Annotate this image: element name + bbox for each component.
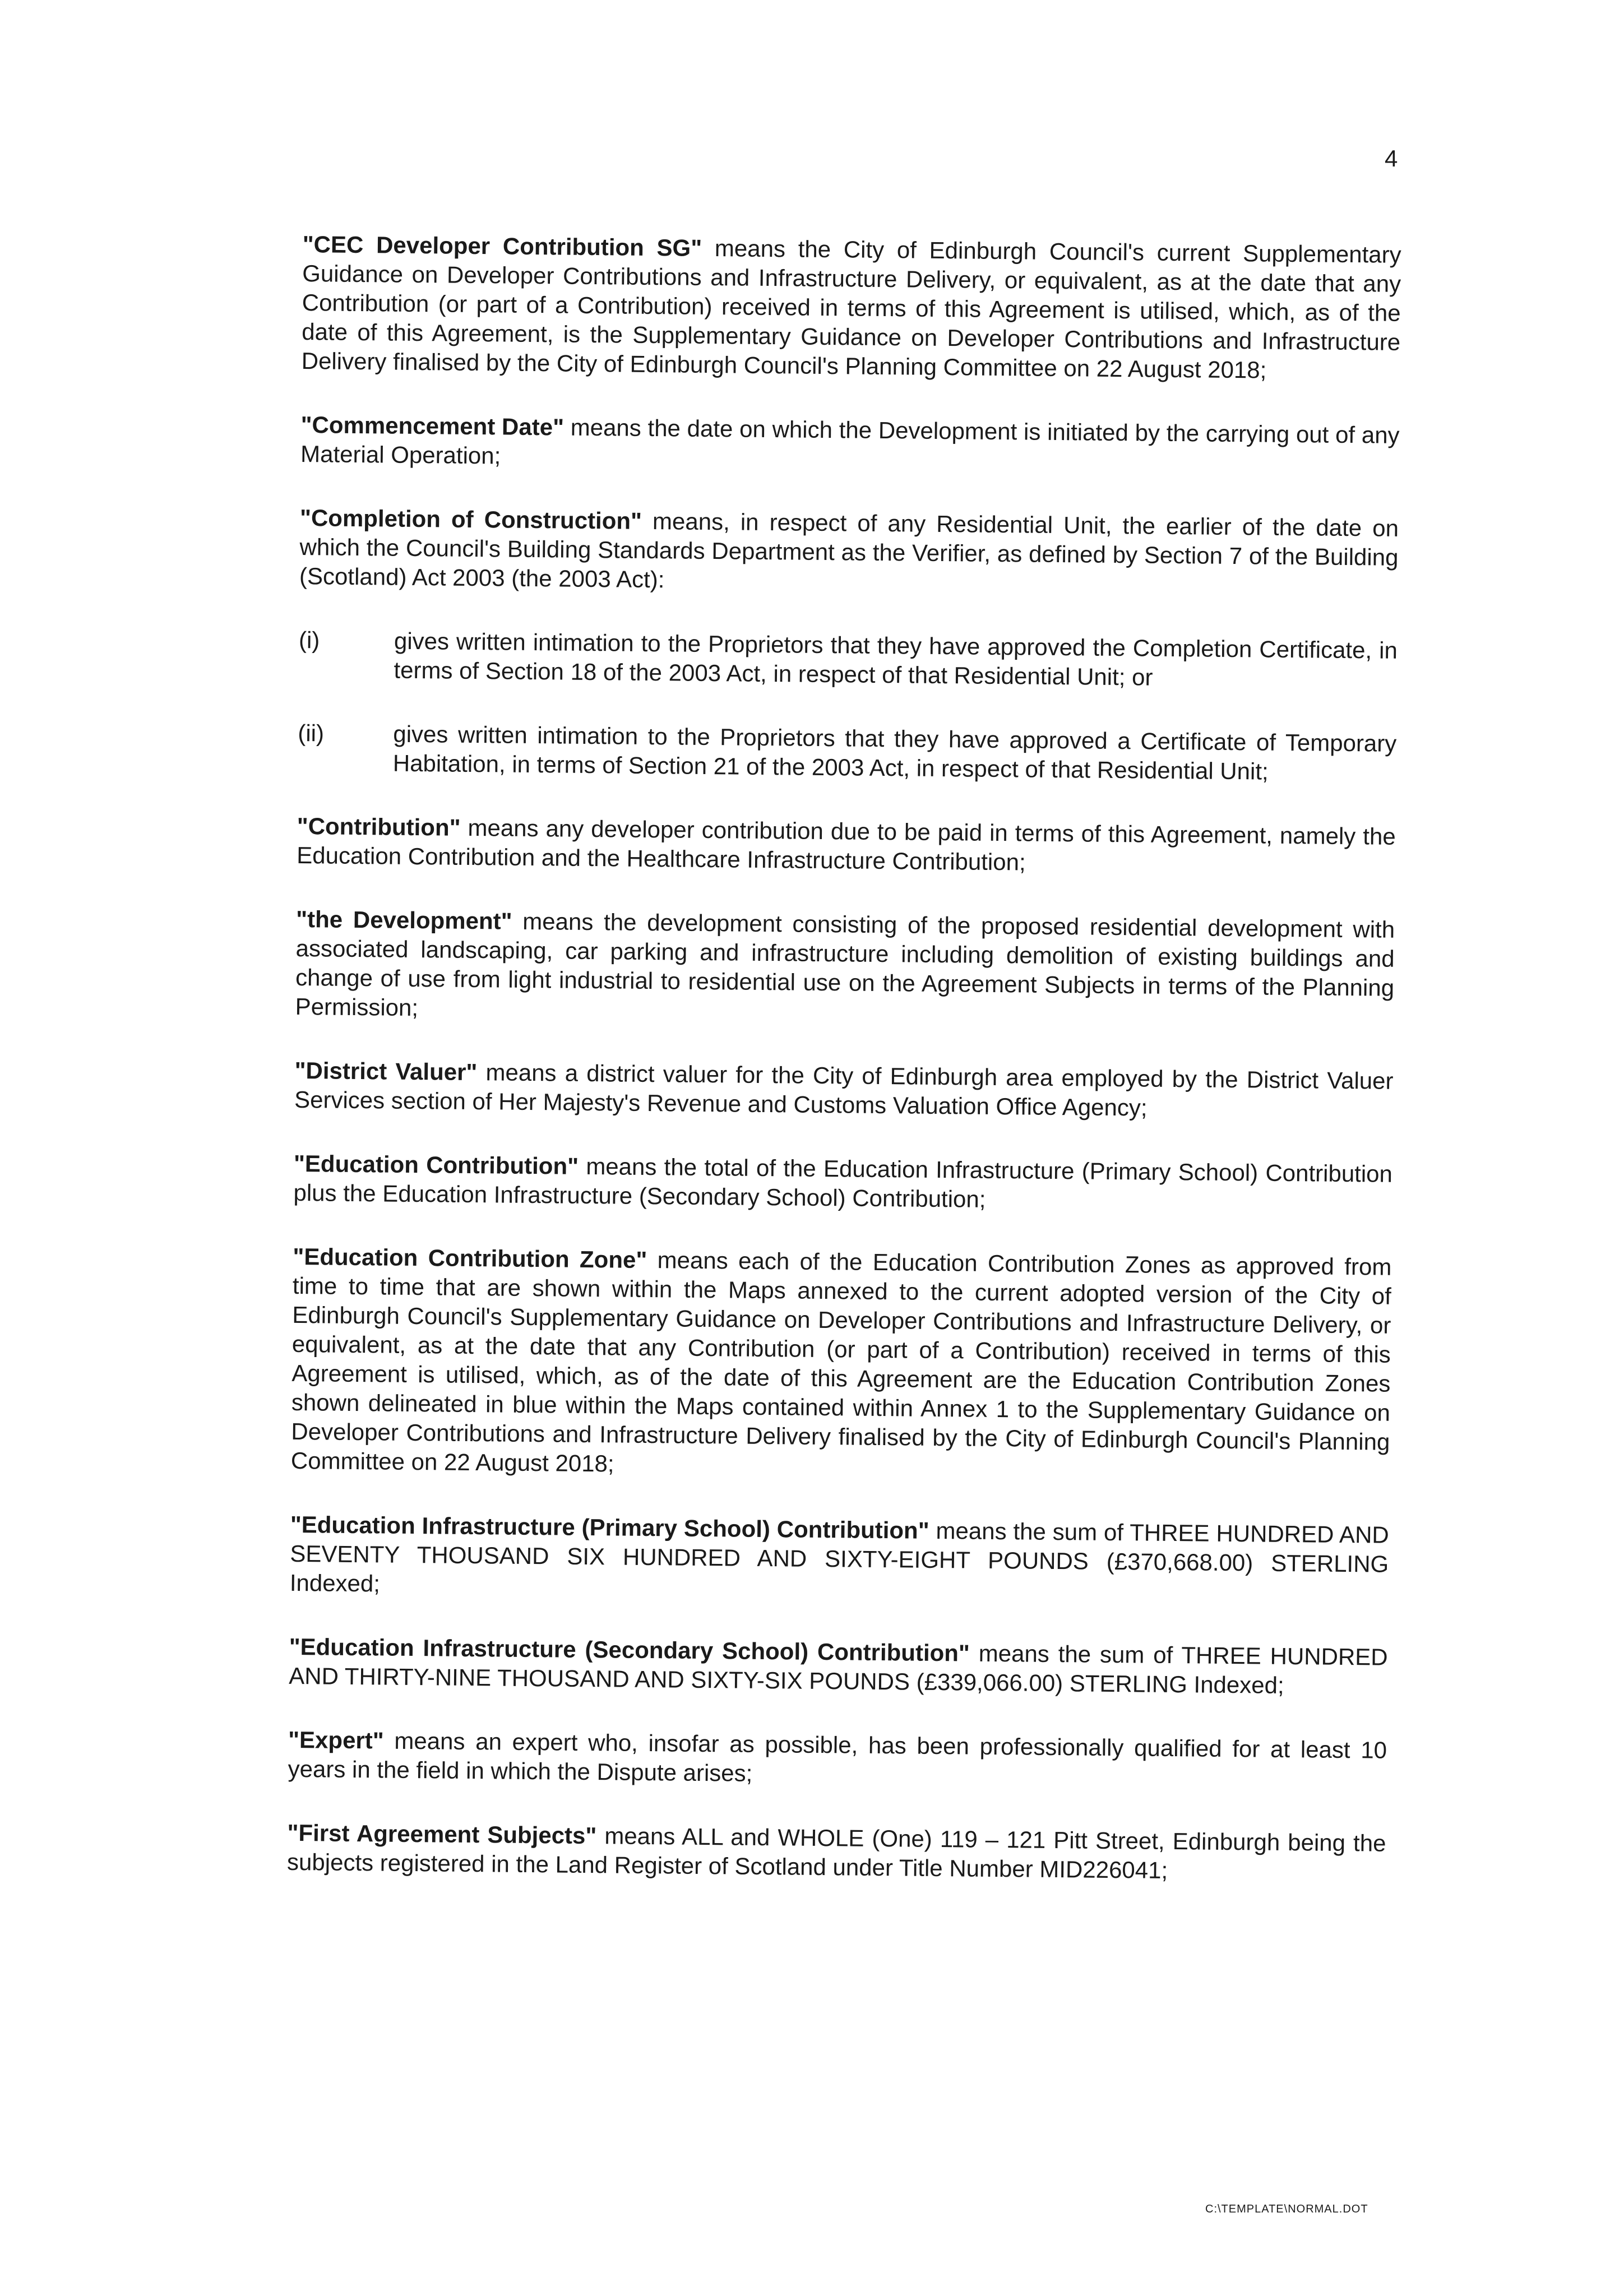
definition-text: means each of the Education Contribution Zones as approved from time to time that are shown within the Maps annexed to the current adopted version of the City of Edinburgh Council's Supplementary Guidance on Developer Contributions and Infrastructure Delivery, or equivalent, as at the date that any Contribution (or part of a Contribution) received in terms of this Agreement is utilised, which, as of the date of this Agreement are the Education Contribution Zones shown delineated in blue within the Maps contained within Annex 1 to the Supplementary Guidance on Developer Contributions and Infrastructure Delivery finalised by the City of Edinburgh Council's Planning Committee on 22 August 2018; (290, 1246, 1392, 1477)
definition-text: means the sum of THREE HUNDRED AND THIRTY-NINE THOUSAND AND SIXTY-SIX POUNDS (£339,066.00) STERLING Indexed; (289, 1640, 1388, 1698)
sub-item-label: (ii) (298, 719, 325, 747)
definition-text: means the total of the Education Infrastructure (Primary School) Contribution plus the Education Infrastructure (Secondary School) Contribution; (293, 1152, 1393, 1212)
definition-education-contribution (293, 1149, 1392, 1218)
definition-term: "Contribution" (297, 812, 461, 841)
definition-text: means the development consisting of the proposed residential development with associated landscaping, car parking and infrastructure including demolition of existing buildings and change of use from light industrial to residential use on the Agreement Subjects in terms of the Planning Permission; (295, 908, 1395, 1021)
definition-education-secondary-contribution (289, 1632, 1388, 1701)
definition-term: "Commencement Date" (300, 411, 565, 441)
definition-cec-developer-contribution-sg (302, 230, 1401, 386)
definition-commencement-date (300, 410, 1400, 479)
sub-item-label: (i) (298, 626, 320, 654)
definition-term: "Education Infrastructure (Primary School) Contribution" (290, 1511, 929, 1544)
definition-term: "Expert" (288, 1726, 384, 1754)
definition-term: "District Valuer" (294, 1057, 478, 1086)
definition-contribution (297, 812, 1396, 881)
definition-text: means, in respect of any Residential Unit, the earlier of the date on which the Council's Building Standards Department as the Verifier, as defined by Section 7 of the Building (Scotland) Act 2003 (the 2003 Act): (299, 507, 1399, 593)
definition-text: means an expert who, insofar as possible, has been professionally qualified for at least 10 years in the field in which the Dispute arises; (288, 1727, 1387, 1786)
definition-text: means the date on which the Development is initiated by the carrying out of any Material Operation; (300, 414, 1400, 469)
definition-completion-of-construction (299, 503, 1399, 601)
definition-expert (288, 1725, 1387, 1794)
definition-text: means any developer contribution due to be paid in terms of this Agreement, namely the Education Contribution and the Healthcare Infrastructure Contribution; (297, 814, 1396, 876)
definition-first-agreement-subjects (287, 1818, 1386, 1887)
definition-term: "CEC Developer Contribution SG" (302, 230, 702, 261)
definition-education-contribution-zone (291, 1242, 1392, 1486)
definitions-body (286, 230, 1401, 1922)
template-footer-ref: C:\TEMPLATE\NORMAL.DOT (1205, 2203, 1368, 2215)
definition-text: means the sum of THREE HUNDRED AND SEVENTY THOUSAND SIX HUNDRED AND SIXTY-EIGHT POUNDS (£370,668.00) STERLING Indexed; (289, 1517, 1389, 1597)
definition-term: "Education Infrastructure (Secondary School) Contribution" (289, 1633, 970, 1667)
sub-item-ii (298, 719, 1397, 788)
definition-text: means a district valuer for the City of Edinburgh area employed by the District Valuer Services section of Her Majesty's Revenue and Customs Valuation Office Agency; (294, 1059, 1394, 1121)
sub-item-text: gives written intimation to the Proprietors that they have approved a Certificate of Temporary Habitation, in terms of Section 21 of the 2003 Act, in respect of that Residential Unit; (392, 720, 1397, 785)
definition-text: means the City of Edinburgh Council's current Supplementary Guidance on Developer Contributions and Infrastructure Delivery, or equivalent, as at the date that any Contribution (or part of a Contribution) received in terms of this Agreement is utilised, which, as of the date of this Agreement, is the Supplementary Guidance on Developer Contributions and Infrastructure Delivery finalised by the City of Edinburgh Council's Planning Committee on 22 August 2018; (301, 234, 1401, 383)
sub-item-i (298, 626, 1398, 695)
definition-text: means ALL and WHOLE (One) 119 – 121 Pitt Street, Edinburgh being the subjects registered in the Land Register of Scotland under Title Number MID226041; (286, 1822, 1386, 1883)
definition-term: "Completion of Construction" (299, 504, 642, 534)
sub-item-text: gives written intimation to the Proprietors that they have approved the Completion Certificate, in terms of Section 18 of the 2003 Act, in respect of that Residential Unit; or (394, 627, 1398, 691)
definition-term: "the Development" (295, 905, 512, 934)
definition-term: "First Agreement Subjects" (287, 1819, 597, 1849)
page-number: 4 (1385, 145, 1398, 172)
definition-term: "Education Contribution Zone" (293, 1243, 647, 1273)
definition-district-valuer (294, 1056, 1394, 1125)
definition-education-primary-contribution (290, 1510, 1389, 1608)
definition-term: "Education Contribution" (293, 1150, 579, 1179)
definition-the-development (295, 905, 1395, 1032)
